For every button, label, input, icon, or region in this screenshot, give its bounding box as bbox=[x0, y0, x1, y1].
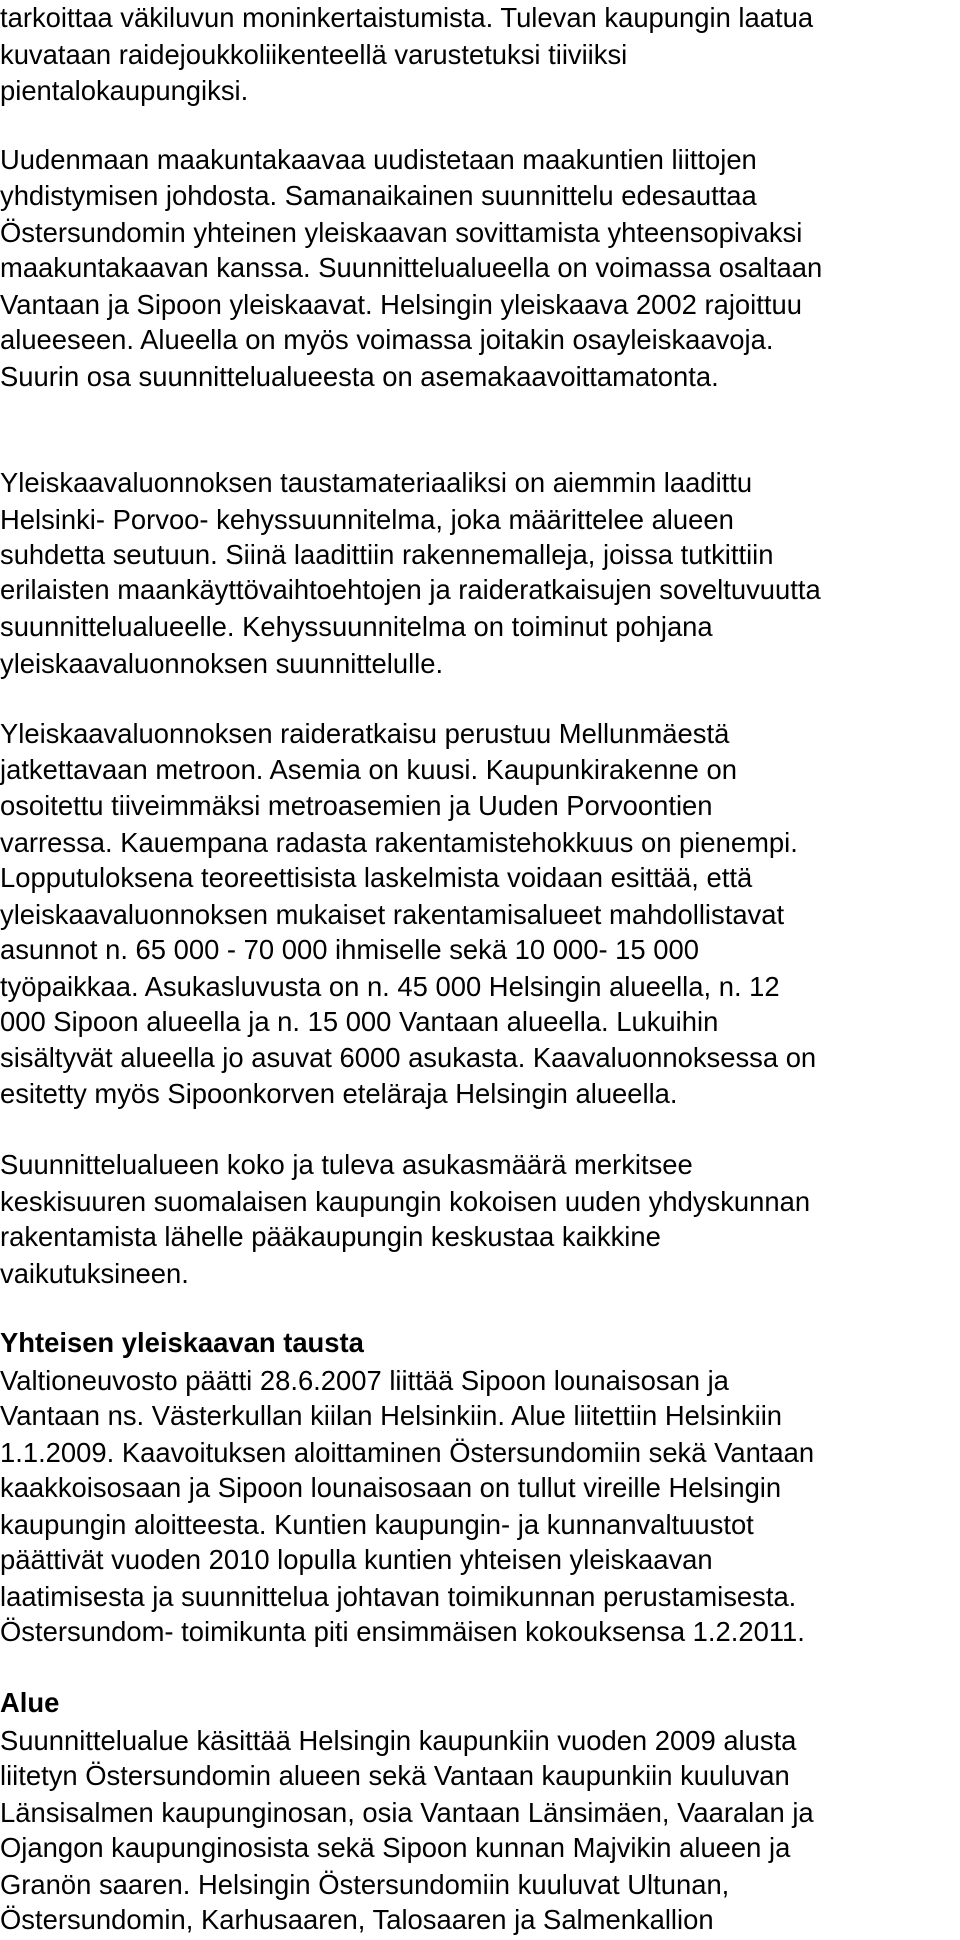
text-line: keskisuuren suomalaisen kaupungin kokoisen uuden yhdyskunnan bbox=[0, 1185, 811, 1217]
text-line: yleiskaavaluonnoksen mukaiset rakentamisalueet mahdollistavat bbox=[0, 899, 785, 930]
text-line: vaikutuksineen. bbox=[0, 1257, 189, 1289]
text-line: Suunnittelualueen koko ja tuleva asukasmäärä merkitsee bbox=[0, 1149, 693, 1181]
text-line: liitetyn Östersundomin alueen sekä Vantaan kaupunkiin kuuluvan bbox=[0, 1760, 790, 1792]
text-line: maakuntakaavan kanssa. Suunnittelualueella on voimassa osaltaan bbox=[0, 252, 823, 284]
text-line: pientalokaupungiksi. bbox=[0, 75, 249, 107]
text-line: työpaikkaa. Asukasluvusta on n. 45 000 Helsingin alueella, n. 12 bbox=[0, 971, 780, 1002]
text-line: Lopputuloksena teoreettisista laskelmista voidaan esittää, että bbox=[0, 862, 753, 894]
section-heading: Yhteisen yleiskaavan tausta bbox=[0, 1327, 364, 1359]
text-line: Valtioneuvosto päätti 28.6.2007 liittää Sipoon lounaisosan ja bbox=[0, 1365, 729, 1397]
text-line: Vantaan ja Sipoon yleiskaavat. Helsingin yleiskaava 2002 rajoittuu bbox=[0, 288, 802, 320]
text-line: esitetty myös Sipoonkorven eteläraja Helsingin alueella. bbox=[0, 1078, 678, 1110]
text-line: asunnot n. 65 000 - 70 000 ihmiselle sekä 10 000- 15 000 bbox=[0, 934, 699, 966]
text-line: sisältyvät alueella jo asuvat 6000 asukasta. Kaavaluonnoksessa on bbox=[0, 1041, 817, 1073]
text-line: erilaisten maankäyttövaihtoehtojen ja raideratkaisujen soveltuvuutta bbox=[0, 574, 821, 606]
text-line: kaakkoisosaan ja Sipoon lounaisosaan on tullut vireille Helsingin bbox=[0, 1472, 782, 1504]
text-line: päättivät vuoden 2010 lopulla kuntien yhteisen yleiskaavan bbox=[0, 1544, 713, 1576]
text-line: tarkoittaa väkiluvun moninkertaistumista. Tulevan kaupungin laatua bbox=[0, 2, 814, 34]
text-line: kaupungin aloitteesta. Kuntien kaupungin- ja kunnanvaltuustot bbox=[0, 1509, 754, 1541]
text-line: yleiskaavaluonnoksen suunnittelulle. bbox=[0, 647, 444, 679]
text-line: Vantaan ns. Västerkullan kiilan Helsinkiin. Alue liitettiin Helsinkiin bbox=[0, 1400, 783, 1432]
text-line: alueeseen. Alueella on myös voimassa joitakin osayleiskaavoja. bbox=[0, 324, 774, 356]
text-line: Yleiskaavaluonnoksen taustamateriaaliksi on aiemmin laadittu bbox=[0, 467, 753, 499]
text-line: rakentamista lähelle pääkaupungin keskustaa kaikkine bbox=[0, 1221, 661, 1253]
text-line: yhdistymisen johdosta. Samanaikainen suunnittelu edesauttaa bbox=[0, 180, 757, 212]
text-line: 1.1.2009. Kaavoituksen aloittaminen Östersundomiin sekä Vantaan bbox=[0, 1437, 815, 1469]
text-line: Länsisalmen kaupunginosan, osia Vantaan Länsimäen, Vaaralan ja bbox=[0, 1797, 814, 1829]
text-line: osoitettu tiiveimmäksi metroasemien ja Uuden Porvoontien bbox=[0, 790, 713, 822]
text-line: Uudenmaan maakuntakaavaa uudistetaan maakuntien liittojen bbox=[0, 143, 757, 175]
text-line: suunnittelualueelle. Kehyssuunnitelma on toiminut pohjana bbox=[0, 611, 713, 643]
text-line: laatimisesta ja suunnittelua johtavan toimikunnan perustamisesta. bbox=[0, 1581, 797, 1613]
text-line: Ojangon kaupunginosista sekä Sipoon kunnan Majvikin alueen ja bbox=[0, 1832, 791, 1864]
text-line: suhdetta seutuun. Siinä laadittiin rakennemalleja, joissa tutkittiin bbox=[0, 539, 774, 571]
text-line: Helsinki- Porvoo- kehyssuunnitelma, joka määrittelee alueen bbox=[0, 503, 734, 535]
text-line: Yleiskaavaluonnoksen raideratkaisu perustuu Mellunmäestä bbox=[0, 718, 730, 750]
text-line: Granön saaren. Helsingin Östersundomiin kuuluvat Ultunan, bbox=[0, 1869, 730, 1900]
text-line: 000 Sipoon alueella ja n. 15 000 Vantaan alueella. Lukuihin bbox=[0, 1006, 719, 1038]
text-line: varressa. Kauempana radasta rakentamistehokkuus on pienempi. bbox=[0, 827, 798, 859]
text-line: Östersundomin yhteinen yleiskaavan sovittamista yhteensopivaksi bbox=[0, 216, 803, 248]
text-line: Suurin osa suunnittelualueesta on asemakaavoittamatonta. bbox=[0, 360, 719, 392]
text-line: kuvataan raidejoukkoliikenteellä varustetuksi tiiviiksi bbox=[0, 38, 628, 70]
section-heading: Alue bbox=[0, 1687, 60, 1719]
text-line: jatkettavaan metroon. Asemia on kuusi. Kaupunkirakenne on bbox=[0, 753, 737, 785]
text-line: Östersundom- toimikunta piti ensimmäisen kokouksensa 1.2.2011. bbox=[0, 1616, 805, 1648]
text-line: Suunnittelualue käsittää Helsingin kaupunkiin vuoden 2009 alusta bbox=[0, 1725, 797, 1757]
text-line: Östersundomin, Karhusaaren, Talosaaren ja Salmenkallion bbox=[0, 1904, 714, 1936]
